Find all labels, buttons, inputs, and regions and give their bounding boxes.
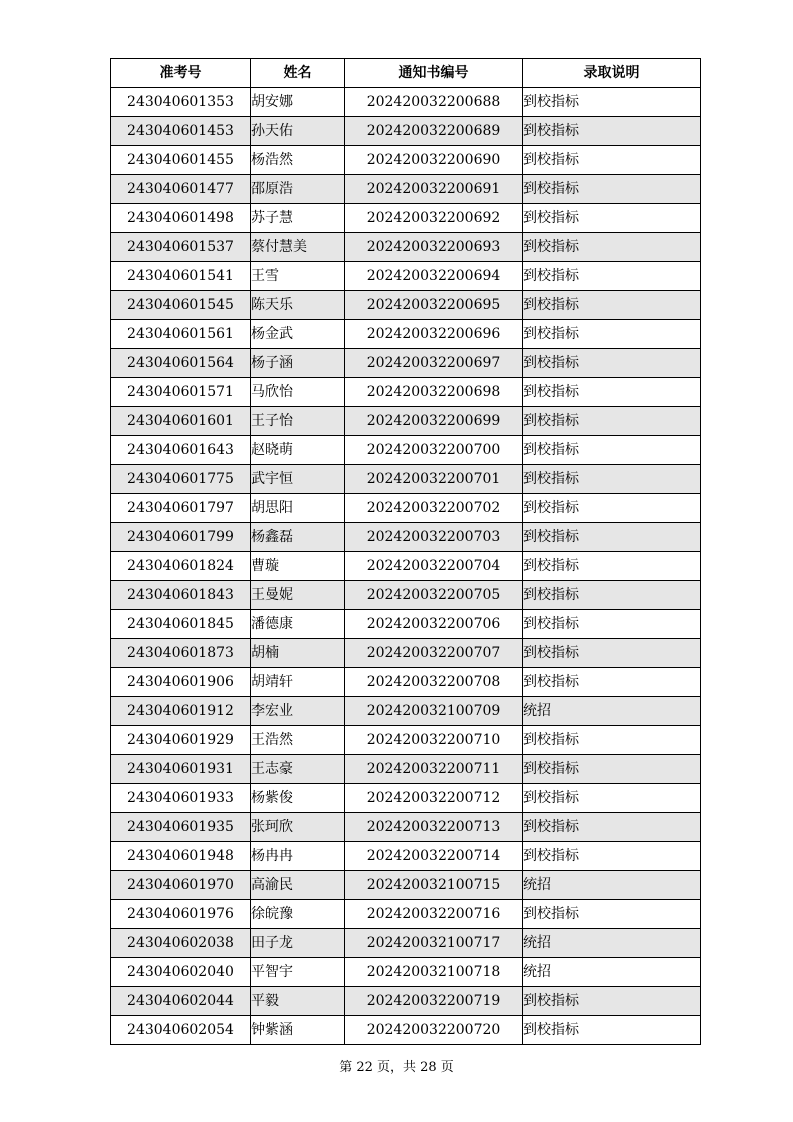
cell-name: 王曼妮: [251, 581, 345, 610]
cell-notice-number: 202420032200692: [345, 204, 523, 233]
cell-notice-number: 202420032200700: [345, 436, 523, 465]
cell-exam-number: 243040601929: [111, 726, 251, 755]
table-row: [111, 610, 701, 639]
cell-name: 王雪: [251, 262, 345, 291]
cell-admission-note: 统招: [523, 958, 701, 987]
cell-exam-number: 243040601948: [111, 842, 251, 871]
table-row: [111, 523, 701, 552]
cell-admission-note: 到校指标: [523, 813, 701, 842]
table-row: [111, 349, 701, 378]
cell-exam-number: 243040601873: [111, 639, 251, 668]
table-row: [111, 842, 701, 871]
header-row: [111, 59, 701, 88]
cell-admission-note: 到校指标: [523, 465, 701, 494]
admission-table: [110, 58, 701, 1045]
cell-admission-note: 到校指标: [523, 175, 701, 204]
cell-exam-number: 243040602038: [111, 929, 251, 958]
cell-exam-number: 243040601537: [111, 233, 251, 262]
cell-exam-number: 243040601477: [111, 175, 251, 204]
cell-admission-note: 到校指标: [523, 581, 701, 610]
cell-name: 胡楠: [251, 639, 345, 668]
cell-name: 马欣怡: [251, 378, 345, 407]
cell-name: 平智宇: [251, 958, 345, 987]
cell-admission-note: 到校指标: [523, 407, 701, 436]
table-row: [111, 494, 701, 523]
cell-notice-number: 202420032200701: [345, 465, 523, 494]
cell-admission-note: 到校指标: [523, 204, 701, 233]
cell-exam-number: 243040601906: [111, 668, 251, 697]
cell-notice-number: 202420032200696: [345, 320, 523, 349]
header-admission-note: 录取说明: [523, 59, 701, 88]
table-row: [111, 262, 701, 291]
cell-exam-number: 243040602044: [111, 987, 251, 1016]
cell-notice-number: 202420032200710: [345, 726, 523, 755]
cell-name: 苏子慧: [251, 204, 345, 233]
cell-exam-number: 243040601601: [111, 407, 251, 436]
cell-name: 潘德康: [251, 610, 345, 639]
cell-admission-note: 到校指标: [523, 900, 701, 929]
cell-exam-number: 243040601912: [111, 697, 251, 726]
cell-exam-number: 243040601775: [111, 465, 251, 494]
table-row: [111, 88, 701, 117]
cell-admission-note: 到校指标: [523, 610, 701, 639]
table-row: [111, 639, 701, 668]
cell-admission-note: 统招: [523, 929, 701, 958]
cell-notice-number: 202420032200691: [345, 175, 523, 204]
cell-admission-note: 到校指标: [523, 639, 701, 668]
cell-admission-note: 到校指标: [523, 88, 701, 117]
cell-admission-note: 到校指标: [523, 668, 701, 697]
cell-admission-note: 到校指标: [523, 1016, 701, 1045]
table-row: [111, 697, 701, 726]
table-row: [111, 233, 701, 262]
table-row: [111, 987, 701, 1016]
table-row: [111, 900, 701, 929]
cell-notice-number: 202420032100715: [345, 871, 523, 900]
cell-name: 武宇恒: [251, 465, 345, 494]
table-row: [111, 378, 701, 407]
cell-exam-number: 243040602040: [111, 958, 251, 987]
cell-notice-number: 202420032200714: [345, 842, 523, 871]
cell-name: 胡思阳: [251, 494, 345, 523]
cell-name: 杨鑫磊: [251, 523, 345, 552]
cell-exam-number: 243040601453: [111, 117, 251, 146]
cell-admission-note: 到校指标: [523, 262, 701, 291]
cell-admission-note: 统招: [523, 871, 701, 900]
table-row: [111, 871, 701, 900]
cell-notice-number: 202420032200711: [345, 755, 523, 784]
table-row: [111, 407, 701, 436]
table-row: [111, 291, 701, 320]
cell-notice-number: 202420032200712: [345, 784, 523, 813]
cell-admission-note: 到校指标: [523, 842, 701, 871]
table-row: [111, 465, 701, 494]
table-row: [111, 726, 701, 755]
cell-exam-number: 243040601545: [111, 291, 251, 320]
cell-exam-number: 243040601799: [111, 523, 251, 552]
table-row: [111, 1016, 701, 1045]
table-row: [111, 929, 701, 958]
cell-admission-note: 统招: [523, 697, 701, 726]
cell-notice-number: 202420032200697: [345, 349, 523, 378]
table-body: [111, 88, 701, 1045]
cell-name: 高渝民: [251, 871, 345, 900]
cell-exam-number: 243040601797: [111, 494, 251, 523]
table-row: [111, 436, 701, 465]
cell-name: 杨子涵: [251, 349, 345, 378]
table-row: [111, 175, 701, 204]
cell-exam-number: 243040601976: [111, 900, 251, 929]
cell-notice-number: 202420032200699: [345, 407, 523, 436]
cell-notice-number: 202420032200689: [345, 117, 523, 146]
cell-exam-number: 243040601455: [111, 146, 251, 175]
cell-notice-number: 202420032200688: [345, 88, 523, 117]
cell-name: 王浩然: [251, 726, 345, 755]
cell-admission-note: 到校指标: [523, 233, 701, 262]
cell-name: 胡靖轩: [251, 668, 345, 697]
cell-name: 王志豪: [251, 755, 345, 784]
cell-admission-note: 到校指标: [523, 378, 701, 407]
cell-notice-number: 202420032200704: [345, 552, 523, 581]
cell-notice-number: 202420032200698: [345, 378, 523, 407]
cell-admission-note: 到校指标: [523, 726, 701, 755]
cell-admission-note: 到校指标: [523, 987, 701, 1016]
cell-notice-number: 202420032100709: [345, 697, 523, 726]
cell-name: 胡安娜: [251, 88, 345, 117]
cell-notice-number: 202420032200703: [345, 523, 523, 552]
cell-name: 田子龙: [251, 929, 345, 958]
table-row: [111, 813, 701, 842]
cell-exam-number: 243040601935: [111, 813, 251, 842]
table-row: [111, 117, 701, 146]
cell-admission-note: 到校指标: [523, 755, 701, 784]
cell-exam-number: 243040601561: [111, 320, 251, 349]
cell-notice-number: 202420032100718: [345, 958, 523, 987]
cell-exam-number: 243040602054: [111, 1016, 251, 1045]
cell-name: 赵晓萌: [251, 436, 345, 465]
table-row: [111, 784, 701, 813]
table-row: [111, 146, 701, 175]
cell-name: 杨紫俊: [251, 784, 345, 813]
cell-admission-note: 到校指标: [523, 349, 701, 378]
table-row: [111, 581, 701, 610]
cell-name: 蔡付慧美: [251, 233, 345, 262]
cell-notice-number: 202420032200719: [345, 987, 523, 1016]
cell-name: 王子怡: [251, 407, 345, 436]
cell-name: 邵原浩: [251, 175, 345, 204]
header-notice-number: 通知书编号: [345, 59, 523, 88]
cell-exam-number: 243040601824: [111, 552, 251, 581]
cell-name: 平毅: [251, 987, 345, 1016]
cell-name: 陈天乐: [251, 291, 345, 320]
cell-name: 李宏业: [251, 697, 345, 726]
header-name: 姓名: [251, 59, 345, 88]
cell-notice-number: 202420032200706: [345, 610, 523, 639]
cell-exam-number: 243040601933: [111, 784, 251, 813]
cell-name: 杨金武: [251, 320, 345, 349]
cell-admission-note: 到校指标: [523, 291, 701, 320]
cell-exam-number: 243040601353: [111, 88, 251, 117]
table-row: [111, 958, 701, 987]
cell-name: 钟紫涵: [251, 1016, 345, 1045]
cell-exam-number: 243040601498: [111, 204, 251, 233]
cell-admission-note: 到校指标: [523, 320, 701, 349]
cell-name: 杨冉冉: [251, 842, 345, 871]
cell-notice-number: 202420032200695: [345, 291, 523, 320]
cell-exam-number: 243040601970: [111, 871, 251, 900]
cell-admission-note: 到校指标: [523, 552, 701, 581]
cell-exam-number: 243040601541: [111, 262, 251, 291]
page-footer: 第 22 页，共 28 页: [339, 1060, 454, 1075]
table-row: [111, 755, 701, 784]
cell-notice-number: 202420032200705: [345, 581, 523, 610]
cell-notice-number: 202420032200690: [345, 146, 523, 175]
cell-notice-number: 202420032100717: [345, 929, 523, 958]
cell-exam-number: 243040601564: [111, 349, 251, 378]
cell-admission-note: 到校指标: [523, 117, 701, 146]
cell-admission-note: 到校指标: [523, 494, 701, 523]
cell-notice-number: 202420032200713: [345, 813, 523, 842]
cell-notice-number: 202420032200716: [345, 900, 523, 929]
cell-exam-number: 243040601643: [111, 436, 251, 465]
table-row: [111, 320, 701, 349]
cell-notice-number: 202420032200702: [345, 494, 523, 523]
cell-admission-note: 到校指标: [523, 436, 701, 465]
cell-admission-note: 到校指标: [523, 523, 701, 552]
cell-notice-number: 202420032200693: [345, 233, 523, 262]
cell-name: 杨浩然: [251, 146, 345, 175]
cell-name: 曹璇: [251, 552, 345, 581]
cell-notice-number: 202420032200708: [345, 668, 523, 697]
cell-admission-note: 到校指标: [523, 146, 701, 175]
cell-exam-number: 243040601571: [111, 378, 251, 407]
table-row: [111, 552, 701, 581]
cell-exam-number: 243040601931: [111, 755, 251, 784]
table-row: [111, 668, 701, 697]
cell-notice-number: 202420032200720: [345, 1016, 523, 1045]
cell-exam-number: 243040601843: [111, 581, 251, 610]
cell-exam-number: 243040601845: [111, 610, 251, 639]
cell-notice-number: 202420032200707: [345, 639, 523, 668]
table-row: [111, 204, 701, 233]
cell-notice-number: 202420032200694: [345, 262, 523, 291]
cell-name: 张珂欣: [251, 813, 345, 842]
cell-name: 徐皖豫: [251, 900, 345, 929]
cell-name: 孙天佑: [251, 117, 345, 146]
header-exam-number: 准考号: [111, 59, 251, 88]
cell-admission-note: 到校指标: [523, 784, 701, 813]
